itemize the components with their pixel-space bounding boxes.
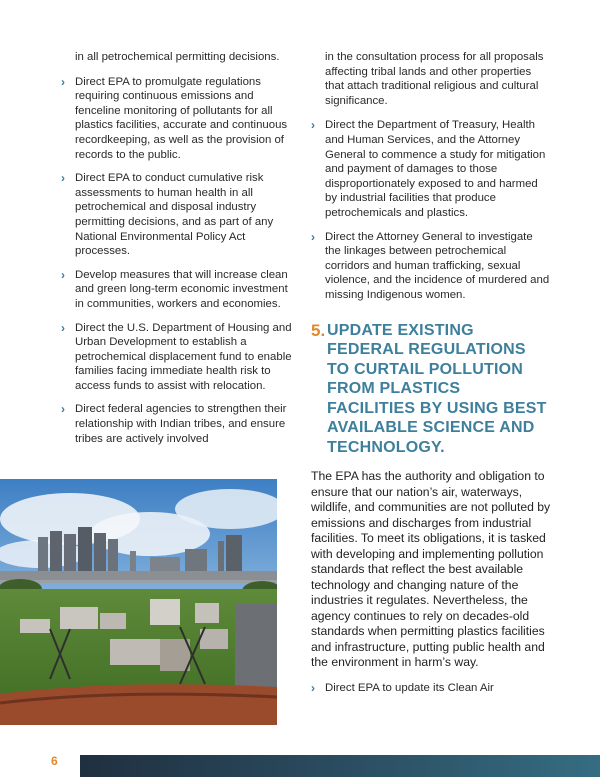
section-number: 5.: [311, 320, 326, 340]
chevron-right-icon: ›: [311, 118, 315, 133]
list-item-text: Direct the U.S. Department of Housing and Urban Development to establish a petrochemical displacement fund to enable families facing immediate health risk to access funds to assist with relocation.: [75, 321, 292, 392]
right-bullet-list-final: [311, 681, 551, 696]
chevron-right-icon: ›: [311, 229, 315, 244]
list-item: [61, 75, 297, 163]
list-item: [311, 118, 551, 220]
section-heading: [311, 321, 551, 458]
chevron-right-icon: ›: [61, 402, 65, 417]
chevron-right-icon: ›: [61, 171, 65, 186]
list-item-text: Direct EPA to promulgate regulations requiring continuous emissions and fenceline monitoring of pollutants for all plastics facilities, accurate and continuous recordkeeping, as well as the provision of records to the public.: [75, 75, 288, 161]
industrial-cemetery-photo: [0, 479, 277, 725]
list-item: [61, 321, 297, 394]
list-item: [311, 681, 551, 696]
right-continuation-text: in the consultation process for all proposals affecting tribal lands and other properties that attach traditional religious and cultural significance.: [325, 51, 544, 107]
chevron-right-icon: ›: [61, 74, 65, 89]
left-continuation-text: in all petrochemical permitting decisions.: [75, 51, 280, 63]
right-bullet-list: [311, 118, 551, 302]
section-heading-text: UPDATE EXISTING FEDERAL REGULATIONS TO CURTAIL POLLUTION FROM PLASTICS FACILITIES BY USING BEST AVAILABLE SCIENCE AND TECHNOLOGY.: [327, 321, 547, 456]
list-item-text: Direct EPA to conduct cumulative risk assessments to human health in all petrochemical and disposal industry permitting decisions, and as part of any National Environmental Policy Act processes.: [75, 172, 274, 258]
list-item-text: Develop measures that will increase clean and green long-term economic investment in communities, workers and economies.: [75, 268, 288, 310]
list-item: [311, 230, 551, 303]
section-body-paragraph: The EPA has the authority and obligation to ensure that our nation’s air, waterways, wildlife, and communities are not polluted by emissions and discharges from industrial facilities. To meet its obligations, it is tasked with developing and implementing pollution standards that reflect the best available technology and changing nature of the industries it regulates. Nevertheless, the agency continues to rely on decades-old standards when permitting plastics facilities and infrastructure, putting public health and the environment in harm’s way.: [311, 469, 551, 669]
photo-illustration: [0, 479, 277, 725]
list-item-text: Direct the Department of Treasury, Health and Human Services, and the Attorney General to commence a study for mitigation and payment of damages to those disproportionately exposed to and harmed by industrial facilities that produce petrochemicals and plastics.: [325, 119, 546, 219]
list-item-text: Direct federal agencies to strengthen their relationship with Indian tribes, and ensure tribes are actively involved: [75, 403, 287, 445]
page-number: 6: [51, 754, 58, 768]
chevron-right-icon: ›: [61, 320, 65, 335]
list-item-text: Direct the Attorney General to investigate the linkages between petrochemical corridors and human trafficking, sexual violence, and the incidence of murdered and missing Indigenous women.: [325, 230, 550, 301]
list-item-text: Direct EPA to update its Clean Air: [325, 681, 494, 694]
list-item: [61, 268, 297, 312]
footer-bar: [80, 755, 600, 777]
chevron-right-icon: ›: [61, 267, 65, 282]
list-item: [61, 402, 297, 446]
left-column: [61, 50, 297, 455]
right-column: [311, 50, 551, 704]
chevron-right-icon: ›: [311, 680, 315, 695]
list-item: [61, 171, 297, 259]
left-bullet-list: [61, 75, 297, 447]
